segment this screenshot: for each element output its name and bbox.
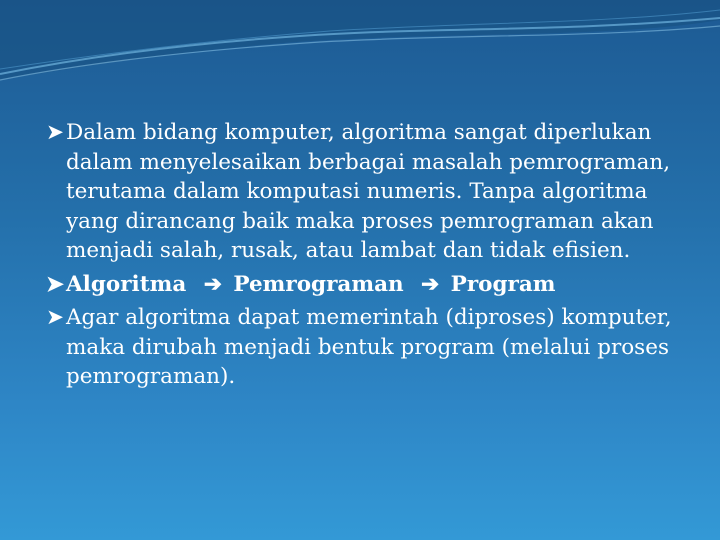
decorative-wave xyxy=(0,0,720,90)
bullet-text-3: Agar algoritma dapat memerintah (diproses) komputer, maka dirubah menjadi bentuk program (melalui proses pemrograman). xyxy=(66,305,672,389)
bullet-item-3 xyxy=(46,303,686,392)
right-arrow-icon: ➔ xyxy=(203,271,222,297)
bullet-item-1 xyxy=(46,118,686,266)
arrow-bullet-icon: ➤ xyxy=(46,305,65,330)
arrow-bullet-icon: ➤ xyxy=(46,271,65,297)
bullet-list xyxy=(46,118,686,396)
flow-step-algoritma: Algoritma xyxy=(66,271,187,297)
bullet-item-2 xyxy=(46,270,686,300)
bullet-text-1: Dalam bidang komputer, algoritma sangat diperlukan dalam menyelesaikan berbagai masalah pemrograman, terutama dalam komputasi numeris. Tanpa algoritma yang dirancang baik maka proses pemrograman akan menjadi salah, rusak, atau lambat dan tidak efisien. xyxy=(66,120,671,263)
right-arrow-icon: ➔ xyxy=(421,271,440,297)
flow-step-pemrograman: Pemrograman xyxy=(233,271,404,297)
arrow-bullet-icon: ➤ xyxy=(46,120,65,145)
flow-step-program: Program xyxy=(450,271,556,297)
